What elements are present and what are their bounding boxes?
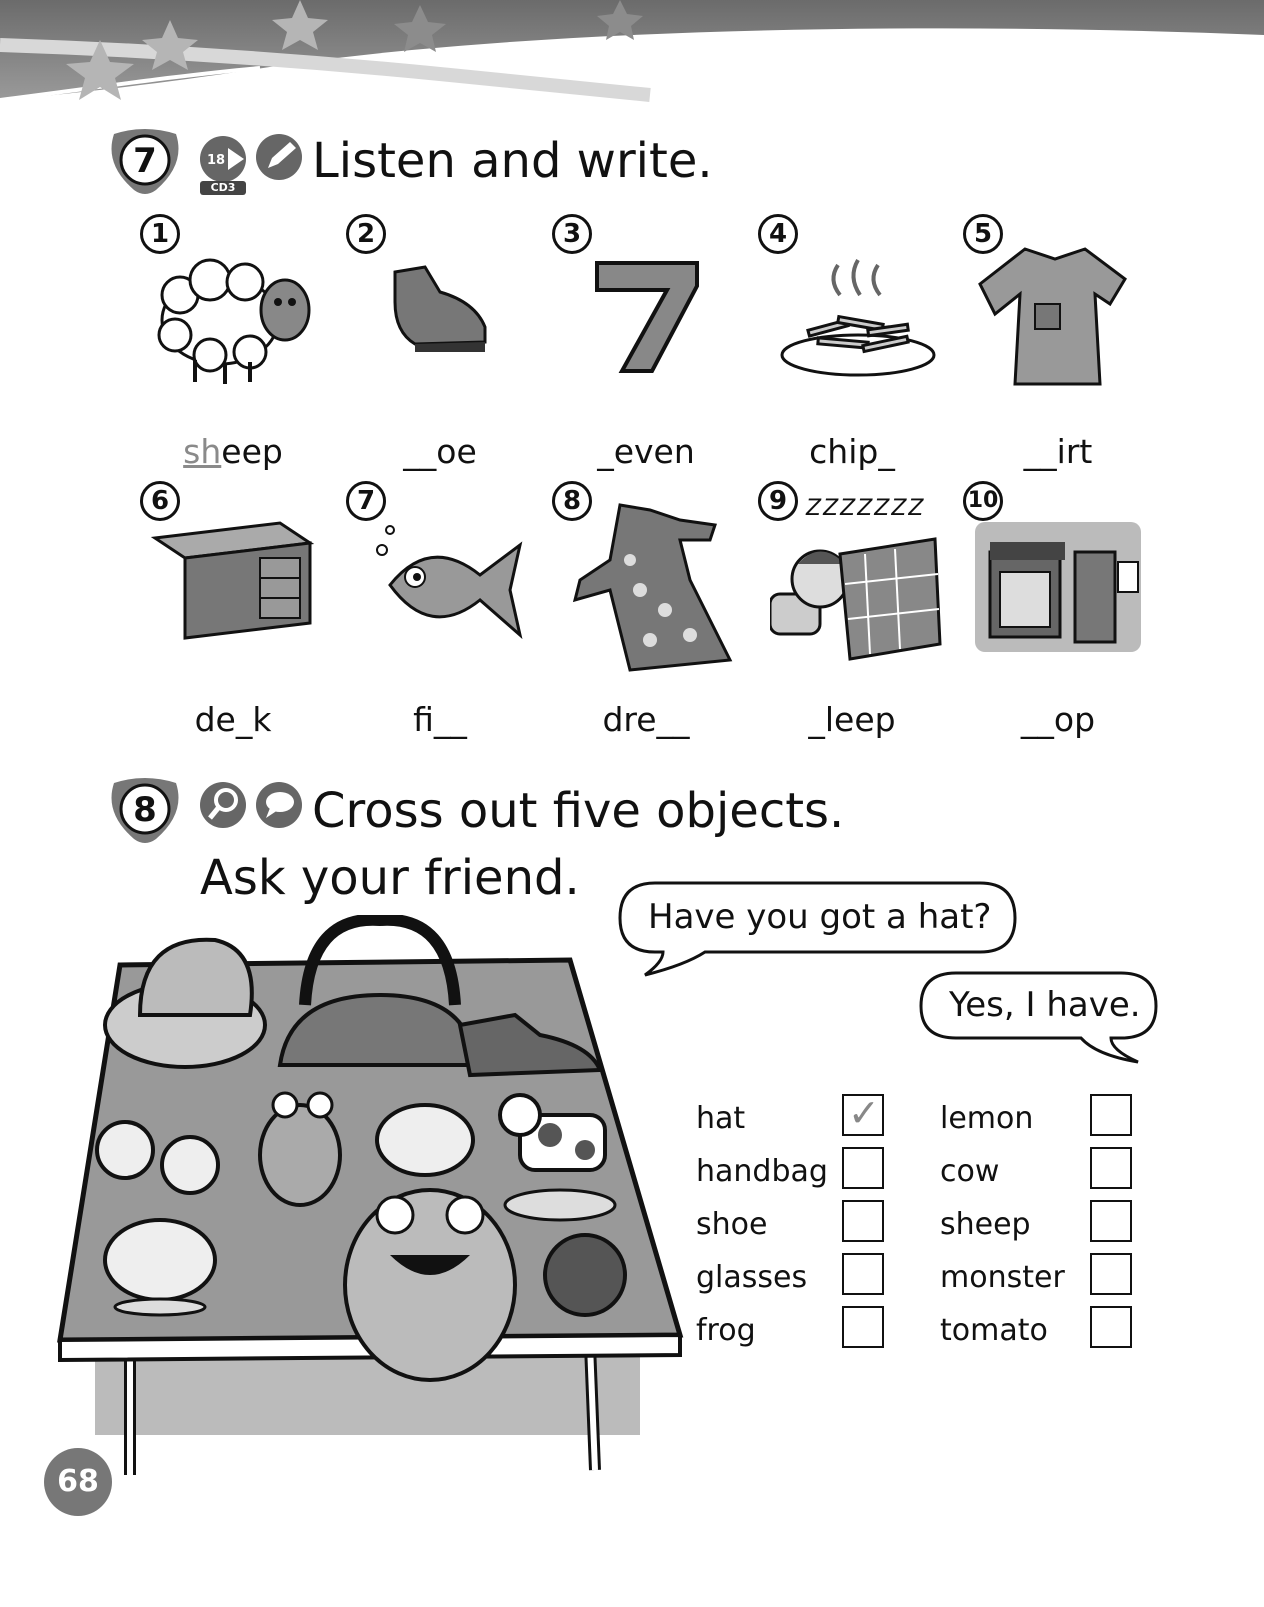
- checklist-word-monster: monster: [940, 1260, 1065, 1295]
- cd-label: CD3: [200, 181, 246, 195]
- table-with-objects-illustration: [50, 915, 690, 1510]
- checkbox-tomato[interactable]: [1090, 1306, 1132, 1348]
- checklist-word-sheep: sheep: [940, 1207, 1031, 1242]
- item-number: 7: [346, 481, 386, 521]
- audio-track-icon: [198, 134, 248, 184]
- header-banner: [0, 0, 1264, 120]
- item-number: 6: [140, 481, 180, 521]
- checklist-word-handbag: handbag: [696, 1154, 828, 1189]
- speech-icon: [254, 780, 304, 830]
- chips-icon: [778, 255, 938, 380]
- exercise8-title-line1: Cross out five objects.: [312, 783, 845, 839]
- checkbox-frog[interactable]: [842, 1306, 884, 1348]
- checklist-word-hat: hat: [696, 1101, 746, 1136]
- check-mark-icon: ✓: [848, 1091, 880, 1135]
- checkbox-lemon[interactable]: [1090, 1094, 1132, 1136]
- item-number: 3: [552, 214, 592, 254]
- word-10: __op: [1020, 700, 1096, 739]
- question-text: Have you got a hat?: [648, 897, 992, 937]
- fish-icon: [370, 515, 525, 655]
- svg-text:7: 7: [133, 141, 157, 181]
- pencil-icon: [254, 132, 304, 182]
- checkbox-cow[interactable]: [1090, 1147, 1132, 1189]
- word-7: fi__: [413, 700, 467, 739]
- checkbox-monster[interactable]: [1090, 1253, 1132, 1295]
- exercise8-title-line2: Ask your friend.: [200, 850, 580, 906]
- word-3: _even: [597, 432, 695, 471]
- sheep-icon: [150, 240, 320, 390]
- checkbox-handbag[interactable]: [842, 1147, 884, 1189]
- item-number: 1: [140, 214, 180, 254]
- item-number: 10: [963, 481, 1003, 521]
- checklist-word-lemon: lemon: [940, 1101, 1034, 1136]
- word-6: de_k: [194, 700, 272, 739]
- checkbox-shoe[interactable]: [842, 1200, 884, 1242]
- item-number: 4: [758, 214, 798, 254]
- svg-text:18: 18: [206, 153, 226, 168]
- checkbox-hat[interactable]: [842, 1091, 884, 1136]
- item-number: 5: [963, 214, 1003, 254]
- item-number: 2: [346, 214, 386, 254]
- desk-icon: [150, 518, 315, 648]
- zzz-text: ZZZZZZZ: [806, 496, 926, 521]
- sleep-icon: [770, 524, 942, 664]
- checklist-word-tomato: tomato: [940, 1313, 1048, 1348]
- word-2: __oe: [403, 432, 477, 471]
- word-5: __irt: [1023, 432, 1093, 471]
- exercise-number-badge: [106, 124, 184, 196]
- item-number: 8: [552, 481, 592, 521]
- shoe-icon: [385, 262, 495, 362]
- checklist-word-shoe: shoe: [696, 1207, 768, 1242]
- word-9: _leep: [808, 700, 896, 739]
- item-number: 9: [758, 481, 798, 521]
- checklist-word-glasses: glasses: [696, 1260, 808, 1295]
- word-4: chip_: [809, 432, 895, 471]
- checklist-word-cow: cow: [940, 1154, 1000, 1189]
- checkbox-glasses[interactable]: [842, 1253, 884, 1295]
- seven-icon: [592, 258, 702, 376]
- page-number: 68: [44, 1448, 112, 1516]
- svg-text:8: 8: [133, 790, 157, 830]
- magnifier-icon: [198, 780, 248, 830]
- checklist-word-frog: frog: [696, 1313, 756, 1348]
- shirt-icon: [975, 244, 1140, 392]
- checkbox-sheep[interactable]: [1090, 1200, 1132, 1242]
- example-answer: sh: [183, 432, 222, 471]
- exercise7-title: Listen and write.: [312, 133, 713, 189]
- exercise-number-badge: [106, 773, 184, 845]
- shop-icon: [970, 512, 1146, 662]
- word-8: dre__: [602, 700, 690, 739]
- word-1: sheep: [183, 432, 283, 471]
- answer-text: Yes, I have.: [949, 985, 1141, 1025]
- dress-icon: [570, 500, 735, 675]
